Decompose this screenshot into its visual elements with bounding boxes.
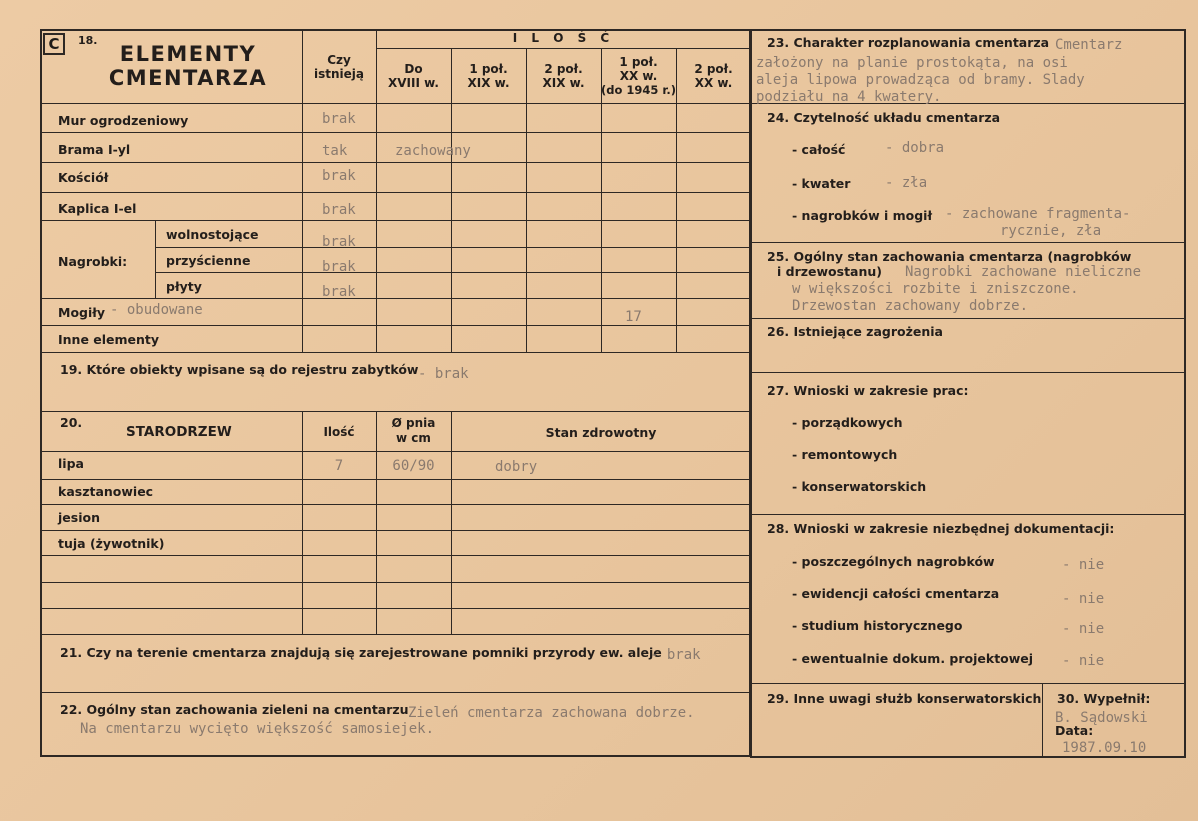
filled-by-name: B. Sądowski <box>1055 710 1148 726</box>
legibility-graves-value-2: rycznie, zła <box>1000 223 1102 239</box>
row-exists-gate: tak <box>322 143 348 159</box>
row-count-graves: 17 <box>625 309 642 325</box>
tree-name-lime: lipa <box>58 456 84 471</box>
row-label-graves: Mogiły <box>58 305 106 320</box>
section-25-label-1: 25. Ogólny stan zachowania cmentarza (nagrobków <box>767 249 1132 264</box>
works-conservation: - konserwatorskich <box>792 479 927 494</box>
section-20-number: 20. <box>60 415 83 430</box>
section-25-value-2: w większości rozbite i zniszczone. <box>792 281 1079 297</box>
row-exists-wall-mounted: brak <box>322 259 356 275</box>
doc-historical-study-value: - nie <box>1062 621 1105 637</box>
period-4-line1: 1 poł. <box>619 55 658 69</box>
doc-individual-tombs-value: - nie <box>1062 557 1105 573</box>
section-24-label: 24. Czytelność układu cmentarza <box>767 110 1001 125</box>
row-label-slabs: płyty <box>166 279 202 294</box>
doc-design-value: - nie <box>1062 653 1105 669</box>
quantity-header: I L O Ś Ć <box>512 31 615 45</box>
col-trunk-diameter-1: Ø pnia <box>391 416 436 430</box>
section-23-value-2: założony na planie prostokąta, na osi <box>756 55 1068 71</box>
row-label-freestanding: wolnostojące <box>166 227 259 242</box>
section-25-value-3: Drzewostan zachowany dobrze. <box>792 298 1029 314</box>
doc-individual-tombs-label: - poszczególnych nagrobków <box>792 554 995 569</box>
row-label-wall: Mur ogrodzeniowy <box>58 113 189 128</box>
legibility-graves-label: - nagrobków i mogił <box>792 208 933 223</box>
section-28-label: 28. Wnioski w zakresie niezbędnej dokumentacji: <box>767 521 1115 536</box>
period-4-line3: (do 1945 r.) <box>601 83 677 97</box>
section-21-value: - brak <box>650 647 701 663</box>
section-23-value-3: aleja lipowa prowadząca od bramy. Slady <box>756 72 1085 88</box>
period-2-line2: XIX w. <box>467 76 510 90</box>
section-25-label-2: i drzewostanu) <box>777 264 882 279</box>
row-label-church: Kościół <box>58 170 109 185</box>
tombstones-group-label: Nagrobki: <box>58 254 128 269</box>
section-27-label: 27. Wnioski w zakresie prac: <box>767 383 969 398</box>
row-exists-freestanding: brak <box>322 234 356 250</box>
card-type-box: C <box>43 33 65 55</box>
tree-health-lime: dobry <box>495 459 538 475</box>
tree-name-thuja: tuja (żywotnik) <box>58 536 165 551</box>
legibility-whole-value: - dobra <box>885 140 945 156</box>
row-exists-church: brak <box>322 168 356 184</box>
section-18-title-line2: CMENTARZA <box>108 66 268 90</box>
section-19-value: - brak <box>418 366 469 382</box>
works-repair: - remontowych <box>792 447 898 462</box>
row-exists-wall: brak <box>322 111 356 127</box>
period-3-line1: 2 poł. <box>544 62 583 76</box>
section-23-label: 23. Charakter rozplanowania cmentarza <box>767 35 1050 50</box>
row-note-graves: - obudowane <box>110 302 203 318</box>
row-note-gate: zachowany <box>395 143 471 159</box>
period-2-line1: 1 poł. <box>469 62 508 76</box>
row-label-chapel: Kaplica I-el <box>58 201 137 216</box>
date-value: 1987.09.10 <box>1062 740 1147 756</box>
section-22-value-line1: Zieleń cmentarza zachowana dobrze. <box>408 705 695 721</box>
col-exists-header-2: istnieją <box>314 67 364 81</box>
row-exists-chapel: brak <box>322 202 356 218</box>
period-5-line2: XX w. <box>694 76 733 90</box>
section-25-value-1: Nagrobki zachowane nieliczne <box>905 264 1142 280</box>
section-21-label: 21. Czy na terenie cmentarza znajdują się zarejestrowane pomniki przyrody ew. aleje <box>60 645 662 660</box>
tree-qty-lime: 7 <box>334 458 344 474</box>
col-health-status: Stan zdrowotny <box>545 425 657 440</box>
section-20-title: STARODRZEW <box>126 424 232 440</box>
section-22-value-line2: Na cmentarzu wycięto większość samosiejek. <box>80 721 435 737</box>
tree-name-chestnut: kasztanowiec <box>58 484 154 499</box>
legibility-whole-label: - całość <box>792 142 846 157</box>
section-30-label: 30. Wypełnił: <box>1057 691 1151 706</box>
row-label-gate: Brama I-yl <box>58 142 131 157</box>
date-label: Data: <box>1055 723 1094 738</box>
doc-whole-cemetery-value: - nie <box>1062 591 1105 607</box>
period-1-line1: Do <box>404 62 423 76</box>
tree-name-ash: jesion <box>58 510 100 525</box>
row-label-wall-mounted: przyścienne <box>166 253 251 268</box>
period-3-line2: XIX w. <box>542 76 585 90</box>
col-trunk-diameter-2: w cm <box>396 431 431 445</box>
col-tree-qty: Ilość <box>323 425 355 439</box>
section-26-label: 26. Istniejące zagrożenia <box>767 324 943 339</box>
legibility-quarters-value: - zła <box>885 175 928 191</box>
row-label-other: Inne elementy <box>58 332 160 347</box>
section-23-value-4: podziału na 4 kwatery. <box>756 89 942 105</box>
tree-diameter-lime: 60/90 <box>392 458 435 474</box>
doc-design-label: - ewentualnie dokum. projektowej <box>792 651 1034 666</box>
works-cleanup: - porządkowych <box>792 415 903 430</box>
legibility-quarters-label: - kwater <box>792 176 851 191</box>
period-4-line2: XX w. <box>619 69 658 83</box>
period-1-line2: XVIII w. <box>388 76 439 90</box>
col-exists-header-1: Czy <box>327 53 351 67</box>
section-18-number: 18. <box>78 34 98 47</box>
doc-historical-study-label: - studium historycznego <box>792 618 963 633</box>
section-23-value-1: Cmentarz <box>1055 37 1123 53</box>
doc-whole-cemetery-label: - ewidencji całości cmentarza <box>792 586 1000 601</box>
section-18-title-line1: ELEMENTY <box>119 42 257 66</box>
period-5-line1: 2 poł. <box>694 62 733 76</box>
row-exists-slabs: brak <box>322 284 356 300</box>
section-19-label: 19. Które obiekty wpisane są do rejestru zabytków <box>60 362 419 377</box>
section-22-label: 22. Ogólny stan zachowania zieleni na cmentarzu <box>60 702 409 717</box>
section-29-label: 29. Inne uwagi służb konserwatorskich <box>767 691 1042 706</box>
legibility-graves-value: - zachowane fragmenta- <box>945 206 1131 222</box>
